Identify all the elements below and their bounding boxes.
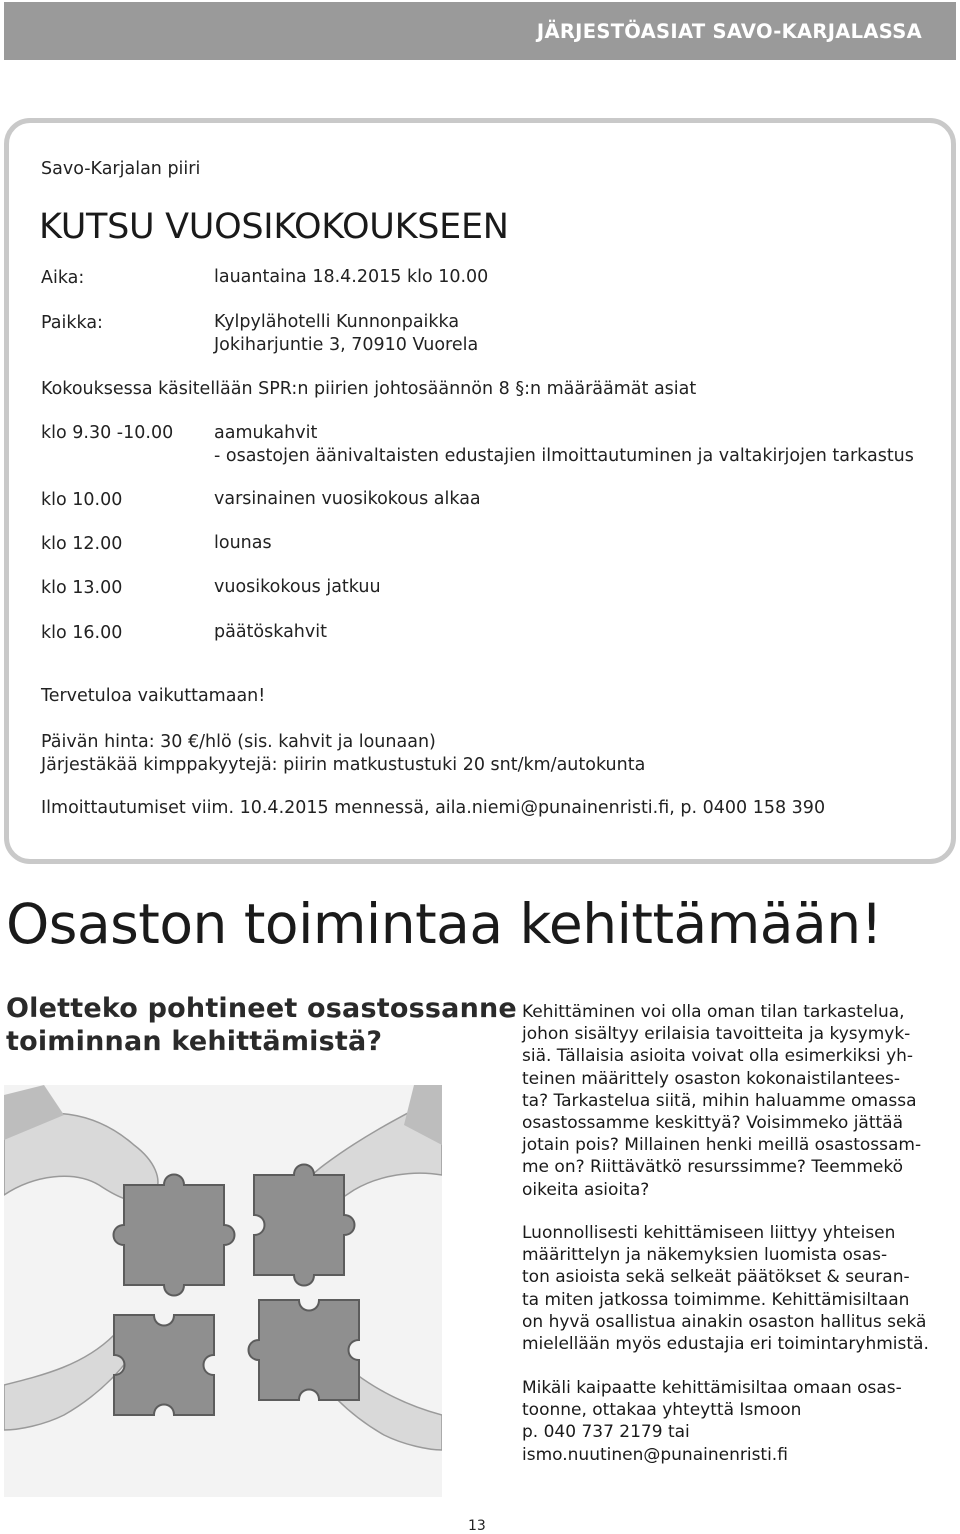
schedule-line: aamukahvit: [214, 423, 318, 443]
paragraph-line: teinen määrittely osaston kokonaistilantees-: [522, 1068, 901, 1089]
article-subtitle: [6, 992, 517, 1058]
district-name: Savo-Karjalan piiri: [41, 159, 201, 179]
schedule-time: klo 16.00: [41, 623, 123, 643]
place-line: Jokiharjuntie 3, 70910 Vuorela: [214, 335, 479, 355]
place-label: Paikka:: [41, 313, 103, 333]
puzzle-piece: [254, 1165, 355, 1286]
schedule-line: - osastojen äänivaltaisten edustajien ilmoittautuminen ja valtakirjojen tarkastus: [214, 446, 914, 466]
paragraph-line: määrittelyn ja näkemyksien luomista osas-: [522, 1245, 888, 1266]
schedule-description: varsinainen vuosikokous alkaa: [214, 489, 481, 509]
paragraph-line: me on? Riittävätkö resurssimme? Teemmekö: [522, 1157, 903, 1178]
paragraph-line: ta miten jatkossa toimimme. Kehittämisiltaan: [522, 1289, 910, 1310]
place-address: [214, 311, 478, 357]
subtitle-line: Oletteko pohtineet osastossanne: [6, 993, 517, 1024]
paragraph-line: johon sisältyy erilaisia tavoitteita ja kysymyk-: [522, 1024, 911, 1045]
carpool-text: Järjestäkää kimppakyytejä: piirin matkustustuki 20 snt/km/autokunta: [41, 755, 646, 775]
section-title: JÄRJESTÖASIAT SAVO-KARJALASSA: [536, 20, 922, 43]
schedule-time: klo 10.00: [41, 490, 123, 510]
schedule-time: klo 12.00: [41, 534, 123, 554]
paragraph-line: mielellään myös edustajia eri toimintaryhmistä.: [522, 1334, 929, 1355]
puzzle-piece: [249, 1300, 360, 1400]
time-value: lauantaina 18.4.2015 klo 10.00: [214, 267, 489, 287]
schedule-description: vuosikokous jatkuu: [214, 577, 381, 597]
puzzle-hands-image: [4, 1085, 442, 1497]
schedule-time: klo 13.00: [41, 578, 123, 598]
schedule-time: klo 9.30 -10.00: [41, 423, 174, 443]
puzzle-piece: [114, 1175, 235, 1296]
header-bar: [4, 2, 956, 60]
schedule-description: lounas: [214, 533, 272, 553]
paragraph-line: Luonnollisesti kehittämiseen liittyy yhteisen: [522, 1223, 896, 1243]
paragraph-line: ta? Tarkastelua siitä, mihin haluamme omassa: [522, 1090, 917, 1111]
place-line: Kylpylähotelli Kunnonpaikka: [214, 312, 460, 332]
subtitle-line: toiminnan kehittämistä?: [6, 1026, 383, 1057]
paragraph-line: siä. Tällaisia asioita voivat olla esimerkiksi yh-: [522, 1046, 914, 1067]
puzzle-piece: [114, 1315, 214, 1415]
paragraph-line: p. 040 737 2179 tai: [522, 1422, 690, 1443]
article-title: Osaston toimintaa kehittämään!: [6, 892, 883, 956]
welcome-text: Tervetuloa vaikuttamaan!: [41, 686, 266, 706]
contact-email[interactable]: ismo.nuutinen@punainenristi.fi: [522, 1444, 788, 1465]
paragraph-line: jotain pois? Millainen henki meillä osastossam-: [522, 1135, 922, 1156]
paragraph-line: toonne, ottakaa yhteyttä Ismoon: [522, 1400, 802, 1421]
invitation-box: [4, 118, 956, 864]
article-paragraph: [522, 1377, 942, 1466]
paragraph-line: Mikäli kaipaatte kehittämisiltaa omaan osas-: [522, 1378, 902, 1398]
article-paragraph: [522, 1001, 942, 1201]
article-paragraph: [522, 1222, 942, 1355]
registration-text: Ilmoittautumiset viim. 10.4.2015 mennessä, aila.niemi@punainenristi.fi, p. 0400 158 390: [41, 798, 826, 818]
paragraph-line: on hyvä osallistua ainakin osaston hallitus sekä: [522, 1311, 927, 1332]
page-number: 13: [468, 1518, 486, 1534]
price-text: Päivän hinta: 30 €/hlö (sis. kahvit ja lounaan): [41, 732, 436, 752]
schedule-description: [214, 422, 914, 468]
puzzle-hands-photo: [4, 1085, 442, 1497]
schedule-description: päätöskahvit: [214, 622, 327, 642]
meeting-intro: Kokouksessa käsitellään SPR:n piirien johtosäännön 8 §:n määräämät asiat: [41, 379, 697, 399]
invitation-title: KUTSU VUOSIKOKOUKSEEN: [39, 207, 509, 247]
paragraph-line: oikeita asioita?: [522, 1179, 650, 1200]
time-label: Aika:: [41, 268, 85, 288]
paragraph-line: Kehittäminen voi olla oman tilan tarkastelua,: [522, 1002, 905, 1022]
paragraph-line: ton asioista sekä selkeät päätökset & seuran-: [522, 1267, 910, 1288]
paragraph-line: osastossamme keskittyä? Voisimmeko jättää: [522, 1113, 904, 1134]
